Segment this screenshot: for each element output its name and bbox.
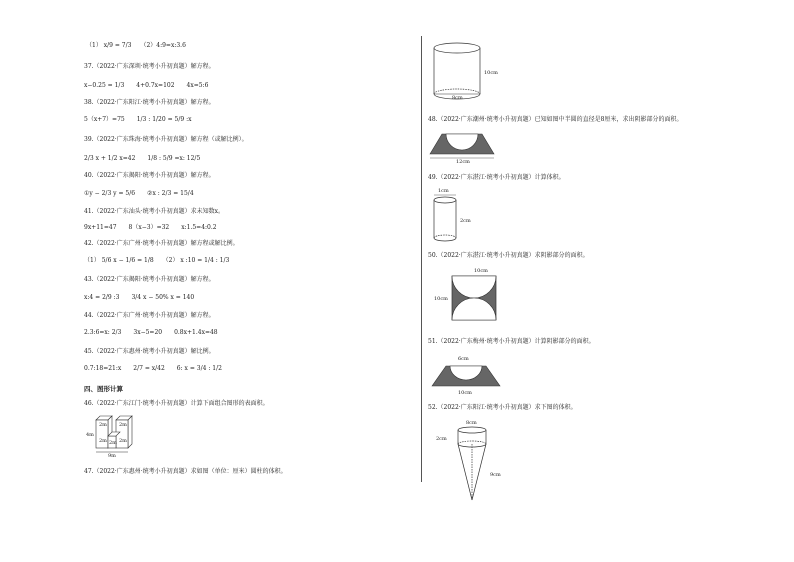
question-44: 44.（2022·广东广州·统考小升初真题）解方程。 [84, 312, 215, 319]
cone-label: 9cm [490, 472, 501, 478]
top-label: 10cm [474, 268, 488, 274]
side-label: 2cm [436, 436, 447, 442]
figure-50-square [430, 266, 500, 330]
question-47: 47.（2022·广东惠州·统考小升初真题）求如图（单位：厘米）圆柱的体积。 [84, 468, 287, 475]
question-48: 48.（2022·广东潮州·统考小升初真题）已知如图中半圆的直径是8厘米，求出阴影部分的面积。 [428, 116, 683, 123]
dimension-label: 9m [108, 453, 116, 459]
diameter-label: 8cm [452, 95, 463, 101]
diameter-label: 1cm [438, 188, 449, 194]
top-label: 8cm [466, 420, 477, 426]
figure-47-cylinder [430, 38, 510, 104]
question-43: 43.（2022·广东揭阳·统考小升初真题）解方程。 [84, 276, 215, 283]
equation-line: （1） x/9 = 7/3 （2）4:9=x:3.6 [86, 42, 186, 49]
question-39: 39.（2022·广东珠海·统考小升初真题）解方程（或解比例）。 [84, 136, 248, 143]
width-label: 12cm [456, 159, 470, 165]
dimension-label: 2m [109, 440, 117, 446]
equation-line: 0.7:18=21:x 2/7 = x/42 6: x = 3/4 : 1/2 [84, 365, 222, 372]
question-46: 46.（2022·广东江门·统考小升初真题）计算下面组合图形的表面积。 [84, 400, 269, 407]
equation-line: x−0.25 = 1/3 4+0.7x=102 4x=5:6 [84, 82, 209, 89]
question-49: 49.（2022·广东湛江·统考小升初真题）计算体积。 [428, 174, 565, 181]
equation-line: 5（x+7）=75 1/3 : 1/20 = 5/9 :x [84, 116, 192, 123]
question-41: 41.（2022·广东汕头·统考小升初真题）求未知数x。 [84, 208, 225, 215]
left-label: 10cm [434, 296, 448, 302]
question-40: 40.（2022·广东揭阳·统考小升初真题）解方程。 [84, 172, 215, 179]
equation-line: 2/3 x + 1/2 x=42 1/8 : 5/9 =x: 12/5 [84, 155, 201, 162]
dimension-label: 2m [99, 438, 107, 444]
equation-line: ①y − 2/3 y = 5/6 ②x : 2/3 = 15/4 [84, 190, 194, 197]
height-label: 10cm [484, 70, 498, 76]
figure-51-trapezoid [430, 354, 500, 396]
question-51: 51.（2022·广东梅州·统考小升初真题）计算阴影部分的面积。 [428, 338, 595, 345]
equation-line: 9x+11=47 8（x−3）=32 x:1.5=4:0.2 [84, 224, 217, 231]
bottom-label: 10cm [458, 390, 472, 396]
height-label: 2cm [460, 218, 471, 224]
figure-49-cylinder [430, 186, 490, 246]
question-42: 42.（2022·广东广州·统考小升初真题）解方程或解比例。 [84, 240, 239, 247]
question-38: 38.（2022·广东阳江·统考小升初真题）解方程。 [84, 99, 215, 106]
dimension-label: 2m [99, 422, 107, 428]
equation-line: 2.3:6=x: 2/3 3x−5=20 0.8x+1.4x=48 [84, 329, 218, 336]
section-title: 四、图形计算 [84, 385, 123, 393]
question-50: 50.（2022·广东湛江·统考小升初真题）求阴影部分的面积。 [428, 252, 589, 259]
figure-46-combined-solid [88, 414, 168, 458]
equation-line: （1） 5/6 x − 1/6 = 1/8 （2） x :10 = 1/4 : 1/3 [84, 257, 230, 264]
question-45: 45.（2022·广东惠州·统考小升初真题）解比例。 [84, 348, 215, 355]
question-37: 37.（2022·广东深圳·统考小升初真题）解方程。 [84, 63, 215, 70]
figure-52-cylinder-cone [430, 418, 510, 508]
figure-48-trapezoid [430, 132, 500, 164]
column-divider [421, 36, 422, 482]
dimension-label: 2m [119, 438, 127, 444]
equation-line: x:4 = 2/9 :3 3/4 x − 50% x = 140 [84, 294, 195, 301]
question-52: 52.（2022·广东阳江·统考小升初真题）求下图的体积。 [428, 404, 577, 411]
dimension-label: 4m [86, 432, 94, 438]
dimension-label: 2m [119, 422, 127, 428]
top-label: 6cm [458, 356, 469, 362]
